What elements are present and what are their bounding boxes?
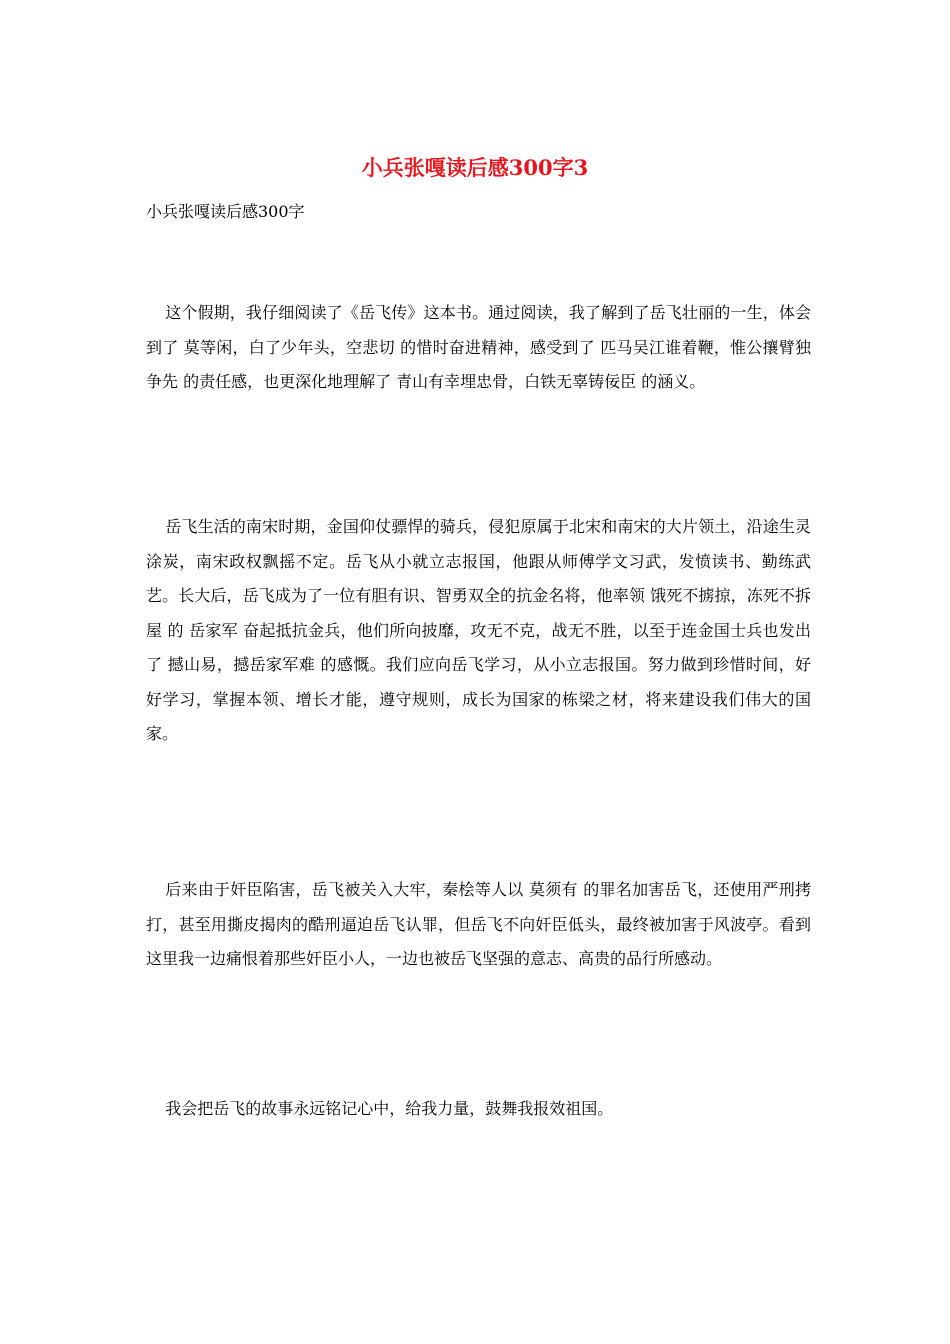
paragraph-1: 这个假期，我仔细阅读了《岳飞传》这本书。通过阅读，我了解到了岳飞壮丽的一生，体会到了 莫等闲，白了少年头，空悲切 的惜时奋进精神，感受到了 匹马吴江谁着鞭，惟公攘臂独争先 的责任感，也更深化地理解了 青山有幸埋忠骨，白铁无辜铸佞臣 的涵义。: [146, 303, 811, 391]
document-title: 小兵张嘎读后感300字3: [361, 155, 589, 180]
paragraph-2: 岳飞生活的南宋时期，金国仰仗骠悍的骑兵，侵犯原属于北宋和南宋的大片领土，沿途生灵涂炭，南宋政权飘摇不定。岳飞从小就立志报国，他跟从师傅学文习武，发愤读书、勤练武艺。长大后，岳飞成为了一位有胆有识、智勇双全的抗金名将，他率领 饿死不掳掠，冻死不拆屋 的 岳家军 奋起抵抗金兵，他们所向披靡，攻无不克，战无不胜，以至于连金国士兵也发出了 撼山易，撼岳家军难 的感慨。我们应向岳飞学习，从小立志报国。努力做到珍惜时间，好好学习，掌握本领、增长才能，遵守规则，成长为国家的栋梁之材，将来建设我们伟大的国家。: [146, 517, 811, 743]
paragraph-3: 后来由于奸臣陷害，岳飞被关入大牢，秦桧等人以 莫须有 的罪名加害岳飞，还使用严刑拷打，甚至用撕皮揭肉的酷刑逼迫岳飞认罪，但岳飞不向奸臣低头，最终被加害于风波亭。看到这里我一边痛恨着那些奸臣小人，一边也被岳飞坚强的意志、高贵的品行所感动。: [146, 880, 811, 968]
document-subtitle: 小兵张嘎读后感300字: [146, 202, 305, 221]
paragraph-4: 我会把岳飞的故事永远铭记心中，给我力量，鼓舞我报效祖国。: [165, 1099, 614, 1118]
